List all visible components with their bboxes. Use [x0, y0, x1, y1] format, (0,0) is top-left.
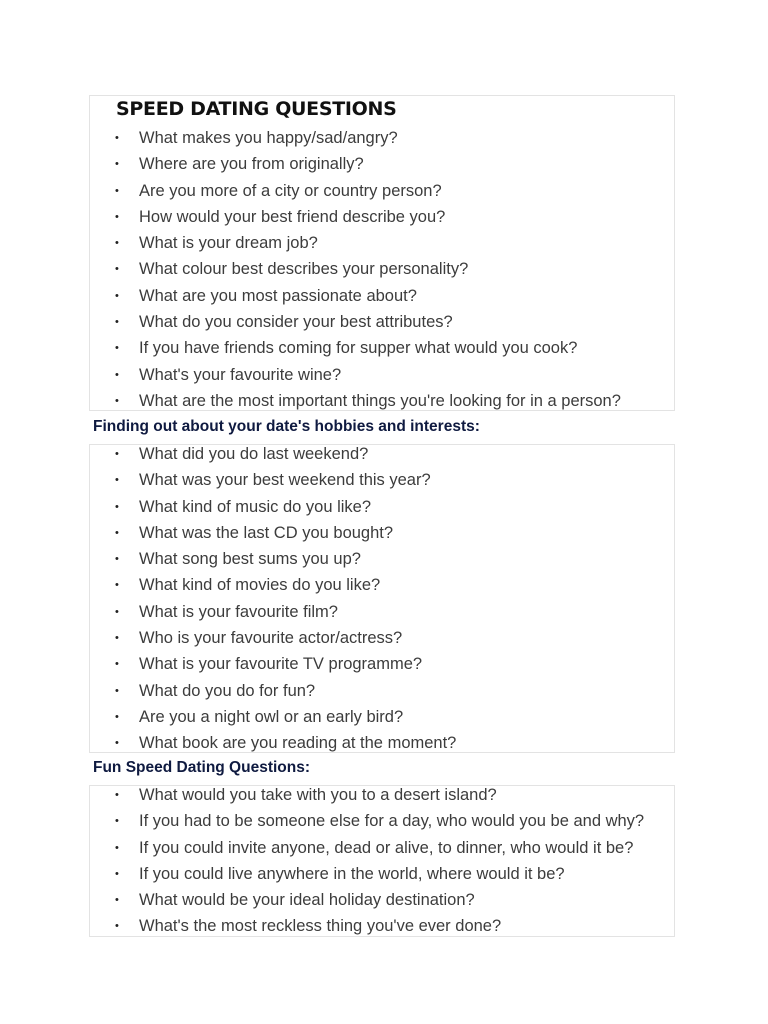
bullet-icon: •	[115, 867, 119, 880]
bullet-icon: •	[115, 210, 119, 223]
question-text: What are you most passionate about?	[139, 286, 417, 305]
question-text: What book are you reading at the moment?	[139, 734, 457, 753]
bullet-icon: •	[115, 394, 119, 407]
bullet-icon: •	[115, 920, 119, 933]
bullet-icon: •	[115, 632, 119, 645]
question-text: What makes you happy/sad/angry?	[139, 129, 398, 147]
list-item	[0, 887, 768, 913]
list-item	[0, 362, 768, 388]
bullet-icon: •	[115, 316, 119, 329]
section-heading-fun: Fun Speed Dating Questions:	[93, 759, 311, 776]
question-list-hobbies	[0, 441, 768, 757]
list-item	[0, 546, 768, 572]
bullet-icon: •	[115, 605, 119, 618]
list-item	[0, 625, 768, 651]
list-item	[0, 441, 768, 467]
list-item	[0, 204, 768, 230]
page-title: SPEED DATING QUESTIONS	[116, 98, 397, 120]
list-item	[0, 704, 768, 730]
list-item	[0, 178, 768, 204]
bullet-icon: •	[115, 500, 119, 513]
question-text: If you could live anywhere in the world, where would it be?	[139, 864, 565, 883]
bullet-icon: •	[115, 184, 119, 197]
list-item	[0, 572, 768, 598]
bullet-icon: •	[115, 815, 119, 828]
list-item	[0, 861, 768, 887]
list-item	[0, 913, 768, 939]
question-text: If you could invite anyone, dead or alive, to dinner, who would it be?	[139, 838, 634, 857]
question-text: What would you take with you to a desert island?	[139, 786, 497, 804]
question-text: How would your best friend describe you?	[139, 207, 446, 226]
bullet-icon: •	[115, 710, 119, 723]
list-item	[0, 808, 768, 834]
bullet-icon: •	[115, 342, 119, 355]
question-text: What is your dream job?	[139, 234, 318, 253]
question-text: What is your favourite TV programme?	[139, 655, 423, 674]
bullet-icon: •	[115, 368, 119, 381]
question-text: Where are you from originally?	[139, 155, 364, 174]
list-item	[0, 730, 768, 756]
section-heading-hobbies: Finding out about your date's hobbies and interests:	[93, 418, 480, 435]
bullet-icon: •	[115, 789, 119, 801]
question-text: What was the last CD you bought?	[139, 523, 394, 542]
list-item	[0, 651, 768, 677]
list-item	[0, 388, 768, 414]
list-item	[0, 782, 768, 808]
question-list-general	[0, 125, 768, 414]
list-item	[0, 230, 768, 256]
question-text: What did you do last weekend?	[139, 445, 369, 463]
bullet-icon: •	[115, 448, 119, 460]
question-text: If you had to be someone else for a day, who would you be and why?	[139, 812, 645, 831]
question-text: What do you consider your best attributes?	[139, 313, 453, 332]
question-text: What would be your ideal holiday destination?	[139, 891, 475, 910]
bullet-icon: •	[115, 526, 119, 539]
list-item	[0, 256, 768, 282]
bullet-icon: •	[115, 158, 119, 171]
list-item	[0, 494, 768, 520]
list-item	[0, 125, 768, 151]
list-item	[0, 520, 768, 546]
question-text: What's your favourite wine?	[139, 365, 342, 384]
bullet-icon: •	[115, 737, 119, 750]
list-item	[0, 678, 768, 704]
list-item	[0, 151, 768, 177]
bullet-icon: •	[115, 553, 119, 566]
bullet-icon: •	[115, 474, 119, 487]
question-text: What are the most important things you're looking for in a person?	[139, 391, 621, 410]
list-item	[0, 599, 768, 625]
bullet-icon: •	[115, 132, 119, 144]
list-item	[0, 283, 768, 309]
list-item	[0, 467, 768, 493]
question-text: What kind of music do you like?	[139, 497, 372, 516]
bullet-icon: •	[115, 237, 119, 250]
question-text: What was your best weekend this year?	[139, 471, 431, 490]
question-text: What is your favourite film?	[139, 602, 338, 621]
question-list-fun	[0, 782, 768, 940]
list-item	[0, 835, 768, 861]
bullet-icon: •	[115, 684, 119, 697]
bullet-icon: •	[115, 658, 119, 671]
bullet-icon: •	[115, 289, 119, 302]
question-text: What do you do for fun?	[139, 681, 316, 700]
question-text: If you have friends coming for supper what would you cook?	[139, 339, 578, 358]
question-text: Are you a night owl or an early bird?	[139, 707, 404, 726]
question-text: What's the most reckless thing you've ever done?	[139, 917, 502, 936]
bullet-icon: •	[115, 263, 119, 276]
question-text: Who is your favourite actor/actress?	[139, 629, 403, 648]
question-text: What colour best describes your personality?	[139, 260, 469, 279]
bullet-icon: •	[115, 579, 119, 592]
bullet-icon: •	[115, 841, 119, 854]
question-text: What song best sums you up?	[139, 550, 361, 569]
bullet-icon: •	[115, 894, 119, 907]
question-text: Are you more of a city or country person?	[139, 181, 442, 200]
list-item	[0, 335, 768, 361]
question-text: What kind of movies do you like?	[139, 576, 381, 595]
list-item	[0, 309, 768, 335]
